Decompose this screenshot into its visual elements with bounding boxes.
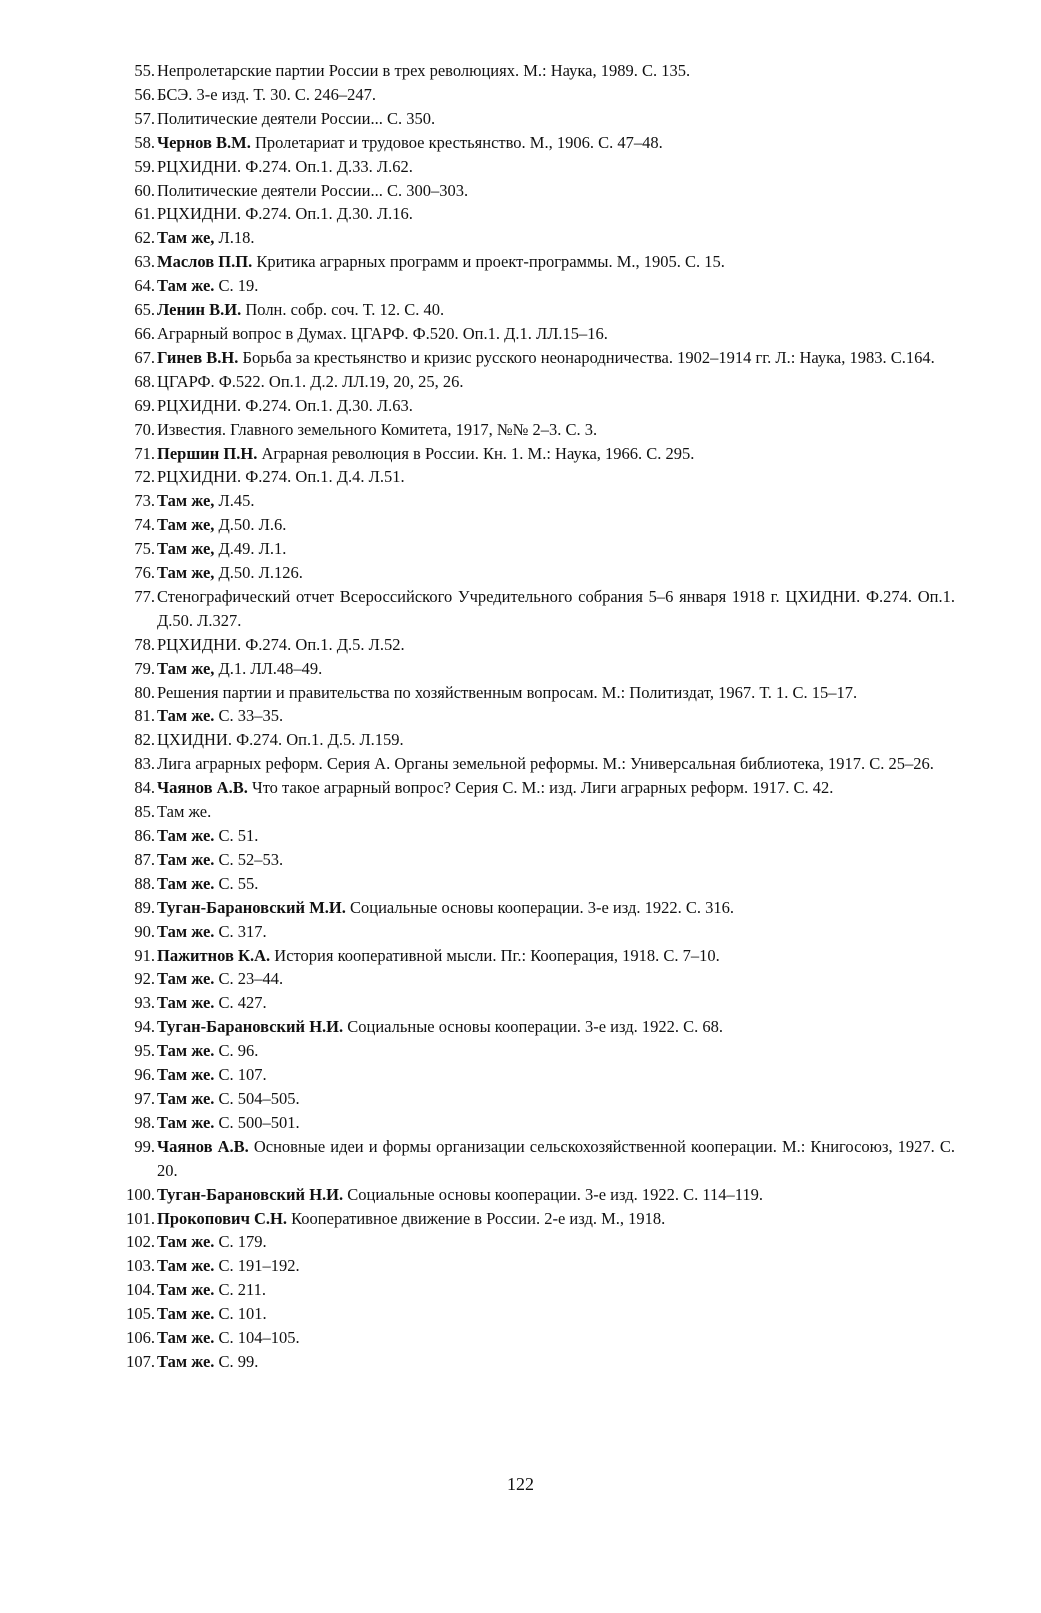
footnote-number: 93. — [134, 993, 155, 1013]
footnote-author: Там же. — [157, 873, 215, 893]
footnote-text: С. 317. — [218, 921, 267, 941]
footnote-text: Лига аграрных реформ. Серия А. Органы земельной реформы. М.: Универсальная библиотека, 1917. С. 25–26. — [157, 754, 934, 774]
footnote-item — [0, 322, 1041, 346]
footnote-text: Стенографический отчет Всероссийского Учредительного собрания 5–6 января 1918 г. ЦХИДНИ. Ф.274. Оп.1. Д.50. Л.327. — [157, 586, 955, 630]
footnote-number: 74. — [134, 515, 155, 535]
footnote-item — [0, 155, 1041, 179]
footnote-list — [0, 59, 1041, 1374]
footnote-author: Пажитнов К.А. — [157, 945, 271, 965]
footnote-item — [0, 728, 1041, 752]
footnote-text: С. 427. — [218, 993, 267, 1013]
footnote-text: РЦХИДНИ. Ф.274. Оп.1. Д.33. Л.62. — [157, 156, 413, 176]
footnote-number: 83. — [134, 754, 155, 774]
footnote-number: 63. — [134, 252, 155, 272]
footnote-item — [0, 1326, 1041, 1350]
footnote-text: История кооперативной мысли. Пг.: Кооперация, 1918. С. 7–10. — [274, 945, 720, 965]
footnote-item — [0, 442, 1041, 466]
footnote-author: Там же, — [157, 563, 215, 583]
footnote-number: 67. — [134, 347, 155, 367]
footnote-number: 73. — [134, 491, 155, 511]
footnote-text: Там же. — [157, 802, 212, 822]
footnote-item — [0, 896, 1041, 920]
footnote-number: 99. — [134, 1136, 155, 1156]
footnote-text: С. 19. — [218, 276, 259, 296]
footnote-author: Там же. — [157, 993, 215, 1013]
footnote-text: С. 51. — [218, 826, 259, 845]
footnote-number: 100. — [126, 1184, 155, 1204]
footnote-item — [0, 800, 1041, 824]
footnote-text: С. 23–44. — [218, 969, 284, 989]
footnote-number: 81. — [134, 706, 155, 726]
footnote-number: 95. — [134, 1041, 155, 1061]
footnote-text: С. 500–501. — [218, 1112, 300, 1132]
footnote-author: Першин П.Н. — [157, 443, 258, 463]
footnote-number: 89. — [134, 897, 155, 917]
footnote-number: 107. — [126, 1351, 155, 1371]
footnote-number: 105. — [126, 1304, 155, 1324]
footnote-author: Там же. — [157, 1328, 215, 1348]
footnote-author: Туган-Барановский Н.И. — [157, 1017, 344, 1037]
footnote-text: Д.49. Л.1. — [218, 539, 287, 559]
footnote-number: 92. — [134, 969, 155, 989]
footnote-author: Там же. — [157, 1041, 215, 1061]
footnote-item — [0, 131, 1041, 155]
footnote-item — [0, 704, 1041, 728]
footnote-item — [0, 489, 1041, 513]
footnote-number: 98. — [134, 1112, 155, 1132]
footnote-text: С. 504–505. — [218, 1088, 300, 1108]
footnote-number: 66. — [134, 323, 155, 343]
footnote-author: Там же. — [157, 969, 215, 989]
footnote-text: С. 55. — [218, 873, 259, 893]
footnote-item — [0, 1039, 1041, 1063]
footnote-text: Социальные основы кооперации. 3-е изд. 1922. С. 316. — [349, 897, 734, 917]
footnote-author: Чернов В.М. — [157, 132, 251, 152]
footnote-text: ЦХИДНИ. Ф.274. Оп.1. Д.5. Л.159. — [157, 730, 404, 750]
footnote-item — [0, 179, 1041, 203]
footnote-number: 79. — [134, 658, 155, 678]
footnote-author: Там же. — [157, 1304, 215, 1324]
footnote-item — [0, 824, 1041, 848]
footnote-number: 76. — [134, 563, 155, 583]
footnote-item — [0, 1350, 1041, 1374]
footnote-number: 58. — [134, 132, 155, 152]
footnote-number: 91. — [134, 945, 155, 965]
footnote-text: С. 179. — [218, 1232, 267, 1252]
footnote-number: 60. — [134, 180, 155, 200]
footnote-text: С. 104–105. — [218, 1328, 300, 1348]
footnote-text: Что такое аграрный вопрос? Серия С. М.: изд. Лиги аграрных реформ. 1917. С. 42. — [251, 778, 834, 798]
footnote-author: Там же. — [157, 1256, 215, 1276]
footnote-item — [0, 59, 1041, 83]
footnote-item — [0, 346, 1041, 370]
footnote-number: 62. — [134, 228, 155, 248]
footnote-number: 103. — [126, 1256, 155, 1276]
footnote-item — [0, 1254, 1041, 1278]
footnote-text: Пролетариат и трудовое крестьянство. М., 1906. С. 47–48. — [254, 132, 663, 152]
footnote-number: 86. — [134, 826, 155, 845]
footnote-author: Там же. — [157, 921, 215, 941]
footnote-item — [0, 681, 1041, 705]
footnote-author: Гинев В.Н. — [157, 347, 239, 367]
footnote-item — [0, 657, 1041, 681]
footnote-author: Там же. — [157, 1088, 215, 1108]
footnote-item — [0, 920, 1041, 944]
footnote-item — [0, 967, 1041, 991]
footnote-author: Там же. — [157, 826, 215, 845]
footnote-number: 77. — [134, 586, 155, 606]
footnote-text: Д.50. Л.126. — [218, 563, 303, 583]
footnote-item — [0, 465, 1041, 489]
footnote-item — [0, 394, 1041, 418]
footnote-author: Там же. — [157, 849, 215, 869]
footnote-item — [0, 202, 1041, 226]
footnote-text: Кооперативное движение в России. 2-е изд. М., 1918. — [291, 1208, 666, 1228]
footnote-number: 87. — [134, 849, 155, 869]
footnote-author: Там же. — [157, 1065, 215, 1085]
footnote-item — [0, 250, 1041, 274]
footnote-author: Там же. — [157, 1280, 215, 1300]
footnote-number: 96. — [134, 1065, 155, 1085]
footnote-text: С. 211. — [218, 1280, 267, 1300]
footnote-item — [0, 1207, 1041, 1231]
footnote-text: С. 33–35. — [218, 706, 284, 726]
footnote-item — [0, 1135, 1041, 1183]
footnote-number: 80. — [134, 682, 155, 702]
footnote-item — [0, 585, 1041, 633]
footnote-text: Л.45. — [218, 491, 255, 511]
footnote-text: Д.50. Л.6. — [218, 515, 287, 535]
footnote-item — [0, 1230, 1041, 1254]
footnote-author: Там же. — [157, 1232, 215, 1252]
footnote-item — [0, 561, 1041, 585]
footnote-author: Там же, — [157, 658, 215, 678]
footnote-text: Решения партии и правительства по хозяйственным вопросам. М.: Политиздат, 1967. Т. 1. С. 15–17. — [157, 682, 858, 702]
footnote-number: 102. — [126, 1232, 155, 1252]
footnote-item — [0, 1111, 1041, 1135]
footnote-item — [0, 1063, 1041, 1087]
footnote-number: 101. — [126, 1208, 155, 1228]
footnote-text: Полн. собр. соч. Т. 12. С. 40. — [245, 300, 445, 320]
footnote-author: Туган-Барановский М.И. — [157, 897, 346, 917]
footnote-item — [0, 274, 1041, 298]
footnote-author: Там же, — [157, 539, 215, 559]
footnote-author: Маслов П.П. — [157, 252, 253, 272]
footnote-text: РЦХИДНИ. Ф.274. Оп.1. Д.30. Л.63. — [157, 395, 413, 415]
footnote-item — [0, 370, 1041, 394]
footnote-author: Там же, — [157, 228, 215, 248]
footnote-number: 88. — [134, 873, 155, 893]
footnote-text: Социальные основы кооперации. 3-е изд. 1922. С. 114–119. — [347, 1184, 763, 1204]
footnote-item — [0, 1087, 1041, 1111]
footnote-number: 85. — [134, 802, 155, 822]
footnote-item — [0, 991, 1041, 1015]
footnote-number: 64. — [134, 276, 155, 296]
footnote-item — [0, 848, 1041, 872]
footnote-item — [0, 1183, 1041, 1207]
footnote-item — [0, 1302, 1041, 1326]
footnote-number: 69. — [134, 395, 155, 415]
footnote-number: 59. — [134, 156, 155, 176]
footnote-text: С. 99. — [218, 1351, 259, 1371]
footnote-text: С. 107. — [218, 1065, 267, 1085]
footnote-text: ЦГАРФ. Ф.522. Оп.1. Д.2. ЛЛ.19, 20, 25, 26. — [157, 371, 464, 391]
footnote-text: Известия. Главного земельного Комитета, 1917, №№ 2–3. С. 3. — [157, 419, 598, 439]
footnote-text: Политические деятели России... С. 350. — [157, 108, 436, 128]
footnote-text: Основные идеи и формы организации сельскохозяйственной кооперации. М.: Книгосоюз, 1927. С. 20. — [157, 1136, 955, 1180]
footnote-item — [0, 226, 1041, 250]
footnote-text: С. 96. — [218, 1041, 259, 1061]
footnote-author: Там же. — [157, 706, 215, 726]
footnote-author: Там же, — [157, 491, 215, 511]
footnote-text: Д.1. ЛЛ.48–49. — [218, 658, 323, 678]
footnote-number: 65. — [134, 300, 155, 320]
footnote-number: 78. — [134, 634, 155, 654]
footnote-item — [0, 872, 1041, 896]
footnote-text: С. 101. — [218, 1304, 267, 1324]
footnote-number: 57. — [134, 108, 155, 128]
footnote-number: 72. — [134, 467, 155, 487]
footnote-number: 94. — [134, 1017, 155, 1037]
footnote-author: Туган-Барановский Н.И. — [157, 1184, 344, 1204]
footnote-text: Аграрный вопрос в Думах. ЦГАРФ. Ф.520. Оп.1. Д.1. ЛЛ.15–16. — [157, 323, 608, 343]
footnote-text: Политические деятели России... С. 300–303. — [157, 180, 469, 200]
footnote-item — [0, 513, 1041, 537]
footnote-item — [0, 107, 1041, 131]
page-number: 122 — [507, 1474, 534, 1494]
footnote-number: 55. — [134, 61, 155, 80]
footnote-text: РЦХИДНИ. Ф.274. Оп.1. Д.5. Л.52. — [157, 634, 405, 654]
footnote-item — [0, 298, 1041, 322]
footnote-author: Ленин В.И. — [157, 300, 242, 320]
footnote-text: Социальные основы кооперации. 3-е изд. 1922. С. 68. — [347, 1017, 723, 1037]
footnote-author: Там же, — [157, 515, 215, 535]
footnote-author: Там же. — [157, 1112, 215, 1132]
footnote-item — [0, 1278, 1041, 1302]
footnote-item — [0, 1015, 1041, 1039]
footnote-text: РЦХИДНИ. Ф.274. Оп.1. Д.30. Л.16. — [157, 204, 413, 224]
footnote-item — [0, 776, 1041, 800]
footnote-number: 68. — [134, 371, 155, 391]
footnote-text: РЦХИДНИ. Ф.274. Оп.1. Д.4. Л.51. — [157, 467, 405, 487]
footnote-number: 82. — [134, 730, 155, 750]
footnote-number: 90. — [134, 921, 155, 941]
footnote-text: Борьба за крестьянство и кризис русского неонародничества. 1902–1914 гг. Л.: Наука, 1983. С.164. — [242, 347, 935, 367]
footnote-number: 75. — [134, 539, 155, 559]
footnote-author: Чаянов А.В. — [157, 1136, 249, 1156]
footnote-text: С. 52–53. — [218, 849, 284, 869]
footnote-number: 104. — [126, 1280, 155, 1300]
footnote-number: 106. — [126, 1328, 155, 1348]
footnote-number: 61. — [134, 204, 155, 224]
footnote-number: 97. — [134, 1088, 155, 1108]
footnote-author: Прокопович С.Н. — [157, 1208, 287, 1228]
footnote-item — [0, 418, 1041, 442]
footnote-text: БСЭ. 3-е изд. Т. 30. С. 246–247. — [157, 84, 376, 104]
footnote-item — [0, 83, 1041, 107]
footnote-text: С. 191–192. — [218, 1256, 300, 1276]
footnote-author: Там же. — [157, 1351, 215, 1371]
footnote-number: 84. — [134, 778, 155, 798]
footnote-number: 56. — [134, 84, 155, 104]
footnote-author: Там же. — [157, 276, 215, 296]
footnote-item — [0, 944, 1041, 968]
footnote-text: Критика аграрных программ и проект-программы. М., 1905. С. 15. — [256, 252, 725, 272]
footnote-number: 70. — [134, 419, 155, 439]
footnote-item — [0, 633, 1041, 657]
footnote-item — [0, 752, 1041, 776]
footnote-number: 71. — [134, 443, 155, 463]
footnote-author: Чаянов А.В. — [157, 778, 248, 798]
footnote-text: Аграрная революция в России. Кн. 1. М.: Наука, 1966. С. 295. — [261, 443, 695, 463]
footnote-text: Л.18. — [218, 228, 255, 248]
footnote-item — [0, 537, 1041, 561]
footnote-text: Непролетарские партии России в трех революциях. М.: Наука, 1989. С. 135. — [157, 61, 691, 80]
